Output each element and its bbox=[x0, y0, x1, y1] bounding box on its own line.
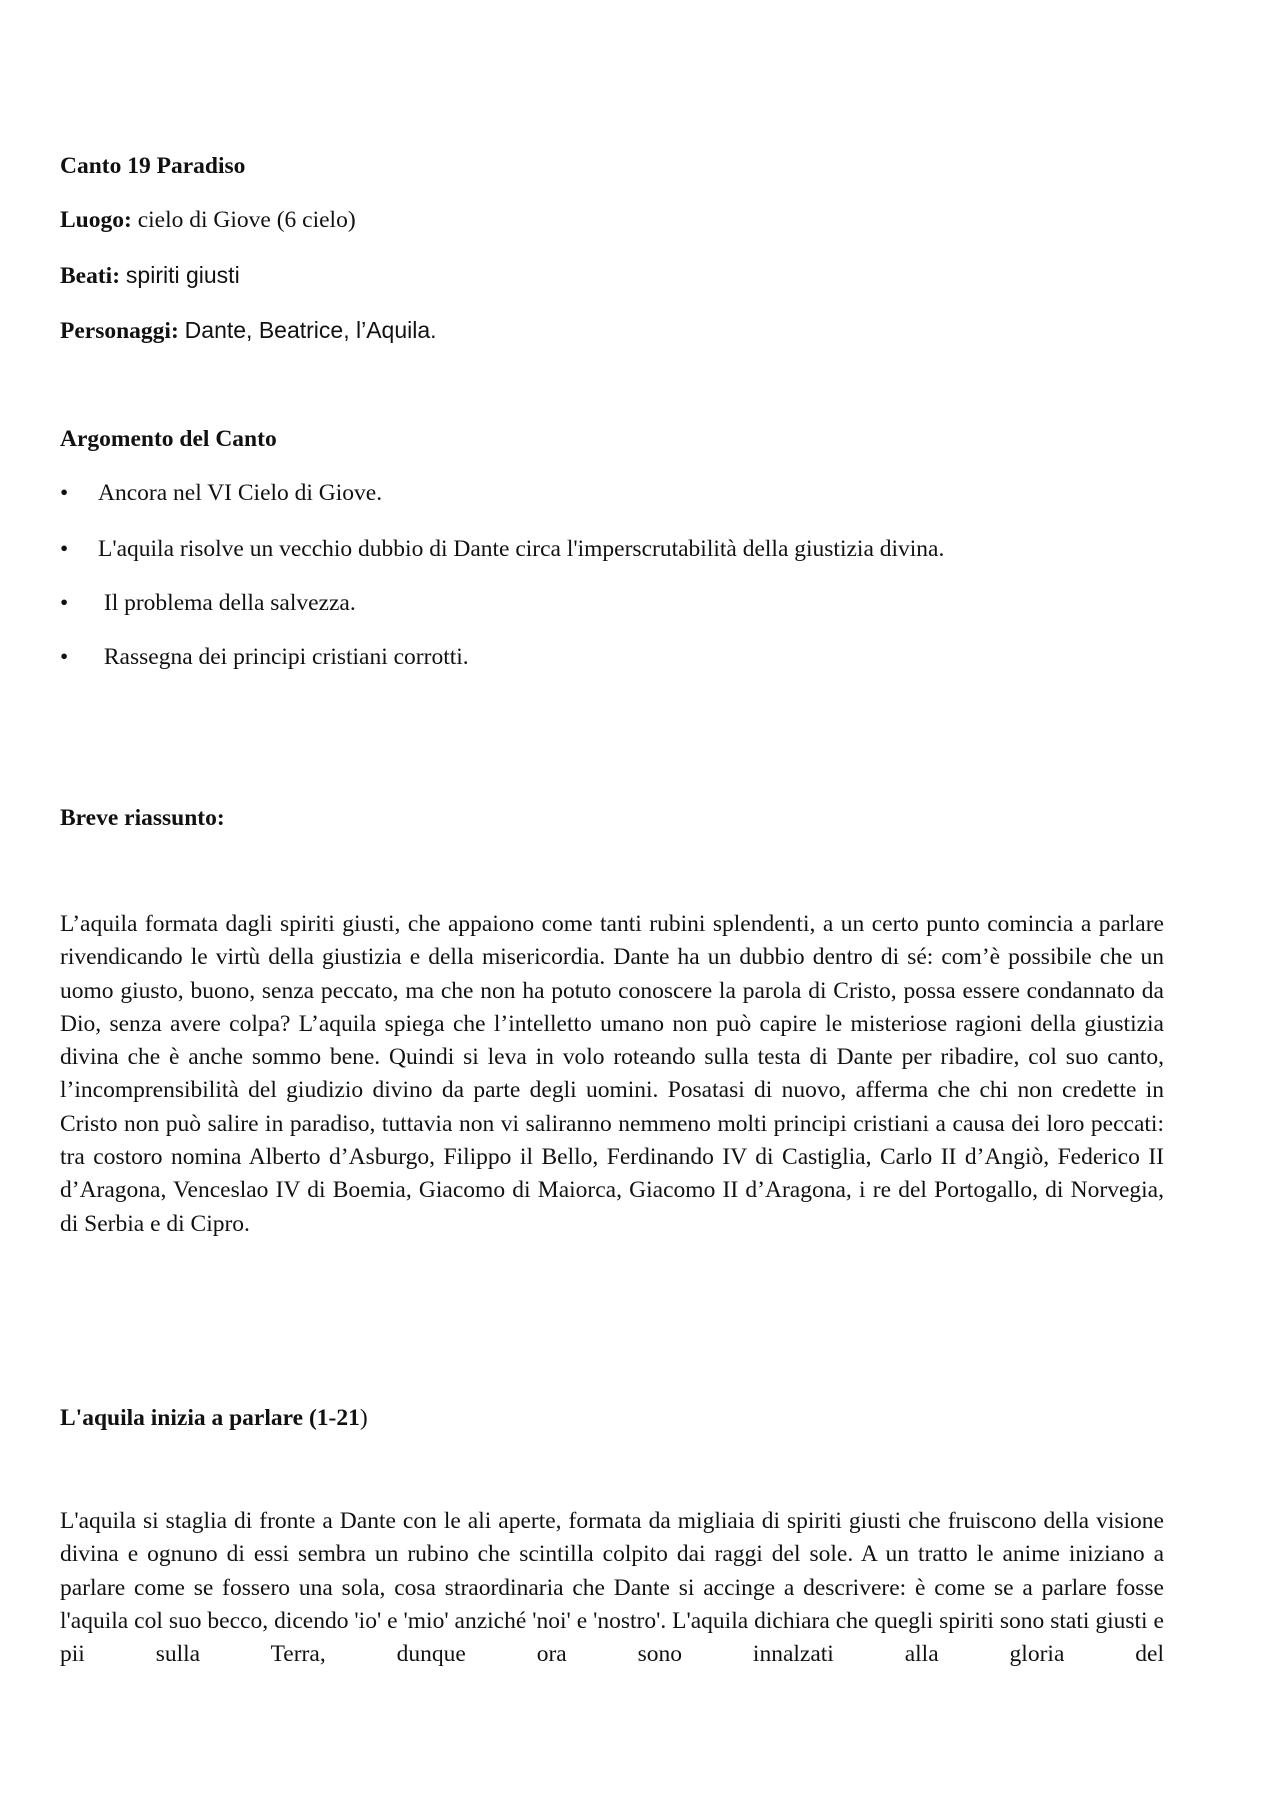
section-heading-close: ) bbox=[359, 1405, 368, 1431]
luogo-label: Luogo: bbox=[60, 207, 132, 233]
list-item-text: L'aquila risolve un vecchio dubbio di Dante circa l'imperscrutabilità della giustizia divina. bbox=[98, 536, 945, 562]
beati-label: Beati: bbox=[60, 263, 121, 289]
document-title: Canto 19 Paradiso bbox=[60, 153, 246, 179]
list-item-text: Il problema della salvezza. bbox=[98, 590, 356, 616]
argomento-heading: Argomento del Canto bbox=[60, 426, 277, 452]
bullet-icon: • bbox=[60, 590, 69, 616]
list-item-text: Rassegna dei principi cristiani corrotti. bbox=[98, 644, 469, 670]
bullet-icon: • bbox=[60, 536, 69, 562]
luogo-value: cielo di Giove (6 cielo) bbox=[137, 207, 356, 233]
bullet-icon: • bbox=[60, 480, 69, 506]
personaggi-line bbox=[60, 316, 437, 345]
beati-line bbox=[60, 261, 240, 290]
personaggi-value: Dante, Beatrice, l’Aquila. bbox=[184, 317, 437, 343]
riassunto-paragraph: L’aquila formata dagli spiriti giusti, che appaiono come tanti rubini splendenti, a un certo punto comincia a parlare rivendicando le virtù della giustizia e della misericordia. Dante ha un dubbio dentro di sé: com’è possibile che un uomo giusto, buono, senza peccato, ma che non ha potuto conoscere la parola di Cristo, possa essere condannato da Dio, senza avere colpa? L’aquila spiega che l’intelletto umano non può capire le misteriose ragioni della giustizia divina che è anche sommo bene. Quindi si leva in volo roteando sulla testa di Dante per ribadire, col suo canto, l’incomprensibilità del giudizio divino da parte degli uomini. Posatasi di nuovo, afferma che chi non credette in Cristo non può salire in paradiso, tuttavia non vi saliranno nemmeno molti principi cristiani a causa dei loro peccati: tra costoro nomina Alberto d’Asburgo, Filippo il Bello, Ferdinando IV di Castiglia, Carlo II d’Angiò, Federico II d’Aragona, Venceslao IV di Boemia, Giacomo di Maiorca, Giacomo II d’Aragona, i re del Portogallo, di Norvegia, di Serbia e di Cipro. bbox=[60, 911, 1164, 1237]
section-paragraph: L'aquila si staglia di fronte a Dante con le ali aperte, formata da migliaia di spiriti giusti che fruiscono della visione divina e ognuno di essi sembra un rubino che scintilla colpito dai raggi del sole. A un tratto le anime iniziano a parlare come se fossero una sola, cosa straordinaria che Dante si accinge a descrivere: è come se a parlare fosse l'aquila col suo becco, dicendo 'io' e 'mio' anziché 'noi' e 'nostro'. L'aquila dichiara che quegli spiriti sono stati giusti e pii sulla Terra, dunque ora sono innalzati alla gloria del bbox=[60, 1508, 1164, 1668]
list-item-text: Ancora nel VI Cielo di Giove. bbox=[98, 480, 383, 506]
luogo-line bbox=[60, 206, 356, 234]
bullet-icon: • bbox=[60, 644, 69, 670]
section-heading-text: L'aquila inizia a parlare (1-21 bbox=[60, 1405, 360, 1431]
document-page bbox=[60, 0, 1164, 1811]
section-heading bbox=[60, 1404, 368, 1432]
riassunto-heading: Breve riassunto: bbox=[60, 805, 225, 831]
beati-value: spiriti giusti bbox=[125, 262, 240, 288]
personaggi-label: Personaggi: bbox=[60, 318, 179, 344]
